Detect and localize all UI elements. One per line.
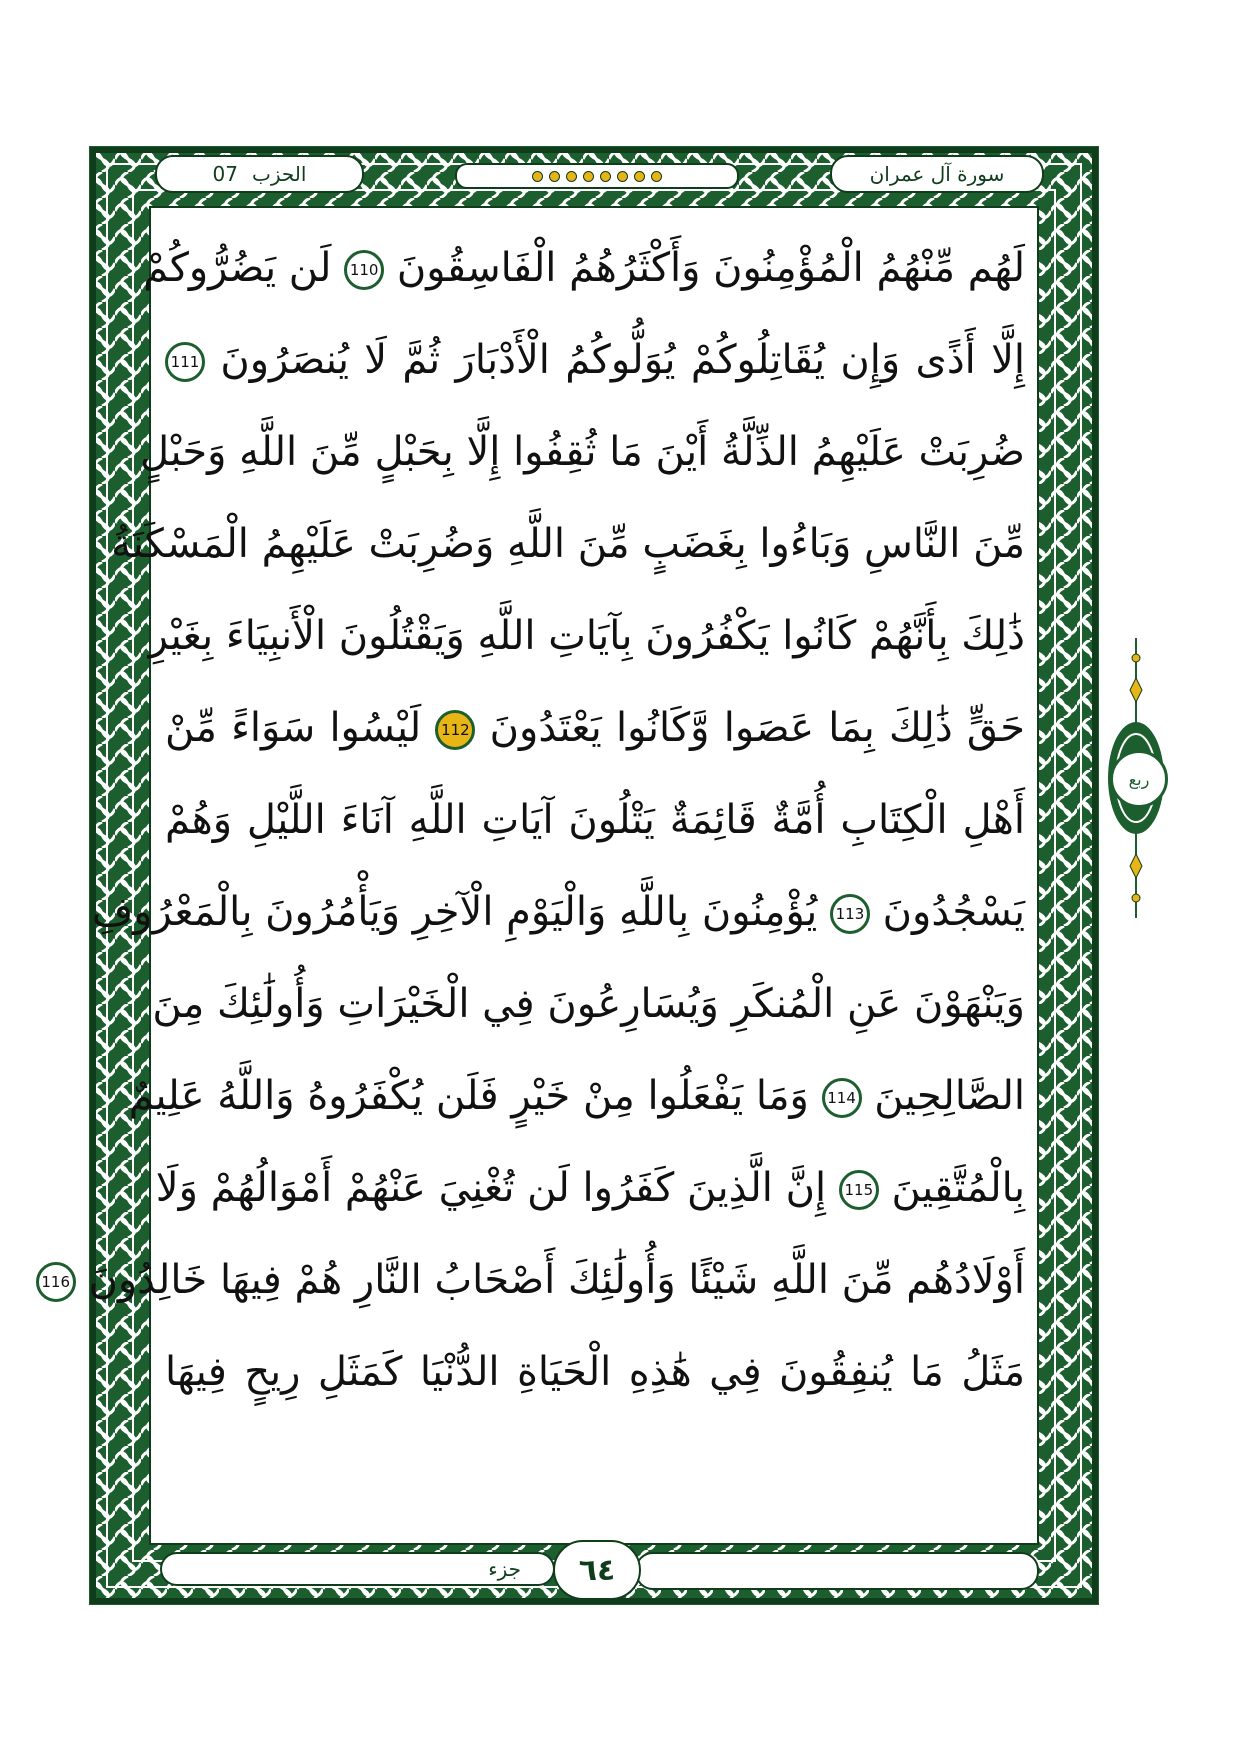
verse-line-3 xyxy=(140,406,1025,498)
ayah-marker: 115 xyxy=(839,1170,879,1210)
line-text: حَقٍّ ذَٰلِكَ بِمَا عَصَوا وَّكَانُوا يَعْتَدُونَ xyxy=(489,705,1025,751)
juz-label: جزء xyxy=(488,1557,521,1581)
surah-name: سورة آل عمران xyxy=(869,162,1005,186)
ayah-marker: 116 xyxy=(36,1262,76,1302)
verse-line-5 xyxy=(148,590,1025,682)
line-text: لَيْسُوا سَوَاءً مِّنْ xyxy=(165,705,422,751)
line-text: يَسْجُدُونَ xyxy=(882,889,1025,935)
verse-line-9 xyxy=(152,958,1025,1050)
line-text: مِّنَ النَّاسِ وَبَاءُوا بِغَضَبٍ مِّنَ اللَّهِ وَضُرِبَتْ عَلَيْهِمُ الْمَسْكَنَةُ xyxy=(111,521,1025,567)
hizb-label: الحزب xyxy=(252,162,307,186)
verse-line-7 xyxy=(165,774,1025,866)
hizb-cartouche xyxy=(155,155,364,193)
hizb-number: 07 xyxy=(212,162,238,186)
line-text: الصَّالِحِينَ xyxy=(874,1073,1025,1119)
line-text: مَثَلُ مَا يُنفِقُونَ فِي هَٰذِهِ الْحَيَاةِ الدُّنْيَا كَمَثَلِ رِيحٍ فِيهَا xyxy=(165,1349,1025,1395)
verse-line-2 xyxy=(165,314,1025,406)
line-text: ذَٰلِكَ بِأَنَّهُمْ كَانُوا يَكْفُرُونَ بِآيَاتِ اللَّهِ وَيَقْتُلُونَ الْأَنبِيَاءَ بِغَيْرِ xyxy=(148,613,1025,659)
line-text: وَيَنْهَوْنَ عَنِ الْمُنكَرِ وَيُسَارِعُونَ فِي الْخَيْرَاتِ وَأُولَٰئِكَ مِنَ xyxy=(152,981,1025,1027)
quarter-mark xyxy=(1110,750,1168,808)
line-text: إِنَّ الَّذِينَ كَفَرُوا لَن تُغْنِيَ عَنْهُمْ أَمْوَالُهُمْ وَلَا xyxy=(155,1165,827,1211)
line-text: يُؤْمِنُونَ بِاللَّهِ وَالْيَوْمِ الْآخِرِ وَيَأْمُرُونَ بِالْمَعْرُوفِ xyxy=(91,889,818,935)
footer-empty-cartouche xyxy=(635,1552,1039,1590)
verse-line-13 xyxy=(165,1326,1025,1418)
line-text: إِلَّا أَذًى وَإِن يُقَاتِلُوكُمْ يُوَلُّوكُمُ الْأَدْبَارَ ثُمَّ لَا يُنصَرُونَ xyxy=(220,337,1025,383)
ayah-marker: 114 xyxy=(822,1078,862,1118)
verse-line-1 xyxy=(143,222,1025,314)
line-text: لَن يَضُرُّوكُمْ xyxy=(143,245,332,291)
ayah-marker: 110 xyxy=(344,250,384,290)
verse-line-8 xyxy=(91,866,1025,958)
header-dots-bar xyxy=(455,163,739,189)
surah-cartouche xyxy=(830,155,1044,193)
verse-lines xyxy=(41,222,1025,1418)
page-number: ٦٤ xyxy=(578,1552,616,1588)
gold-dots-ornament xyxy=(457,165,737,187)
quarter-mark-text: ربع xyxy=(1128,769,1150,789)
ayah-marker-quarter: 112 xyxy=(435,710,475,750)
verse-line-11 xyxy=(155,1142,1025,1234)
line-text: أَوْلَادُهُم مِّنَ اللَّهِ شَيْئًا وَأُولَٰئِكَ أَصْحَابُ النَّارِ هُمْ فِيهَا خَالِدُونَ xyxy=(88,1257,1025,1303)
juz-cartouche xyxy=(160,1552,555,1586)
ayah-marker: 111 xyxy=(165,342,205,382)
ayah-marker: 113 xyxy=(830,894,870,934)
line-text: وَمَا يَفْعَلُوا مِنْ خَيْرٍ فَلَن يُكْفَرُوهُ وَاللَّهُ عَلِيمٌ xyxy=(128,1073,809,1119)
verse-line-10 xyxy=(128,1050,1025,1142)
page-number-badge xyxy=(553,1540,641,1600)
line-text: بِالْمُتَّقِينَ xyxy=(891,1165,1025,1211)
line-text: ضُرِبَتْ عَلَيْهِمُ الذِّلَّةُ أَيْنَ مَا ثُقِفُوا إِلَّا بِحَبْلٍ مِّنَ اللَّهِ وَحَبْلٍ xyxy=(140,429,1025,475)
line-text: لَهُم مِّنْهُمُ الْمُؤْمِنُونَ وَأَكْثَرُهُمُ الْفَاسِقُونَ xyxy=(396,245,1025,291)
line-text: أَهْلِ الْكِتَابِ أُمَّةٌ قَائِمَةٌ يَتْلُونَ آيَاتِ اللَّهِ آنَاءَ اللَّيْلِ وَهُمْ xyxy=(165,797,1025,843)
verse-line-12 xyxy=(41,1234,1025,1326)
verse-line-4 xyxy=(111,498,1025,590)
verse-line-6 xyxy=(165,682,1025,774)
